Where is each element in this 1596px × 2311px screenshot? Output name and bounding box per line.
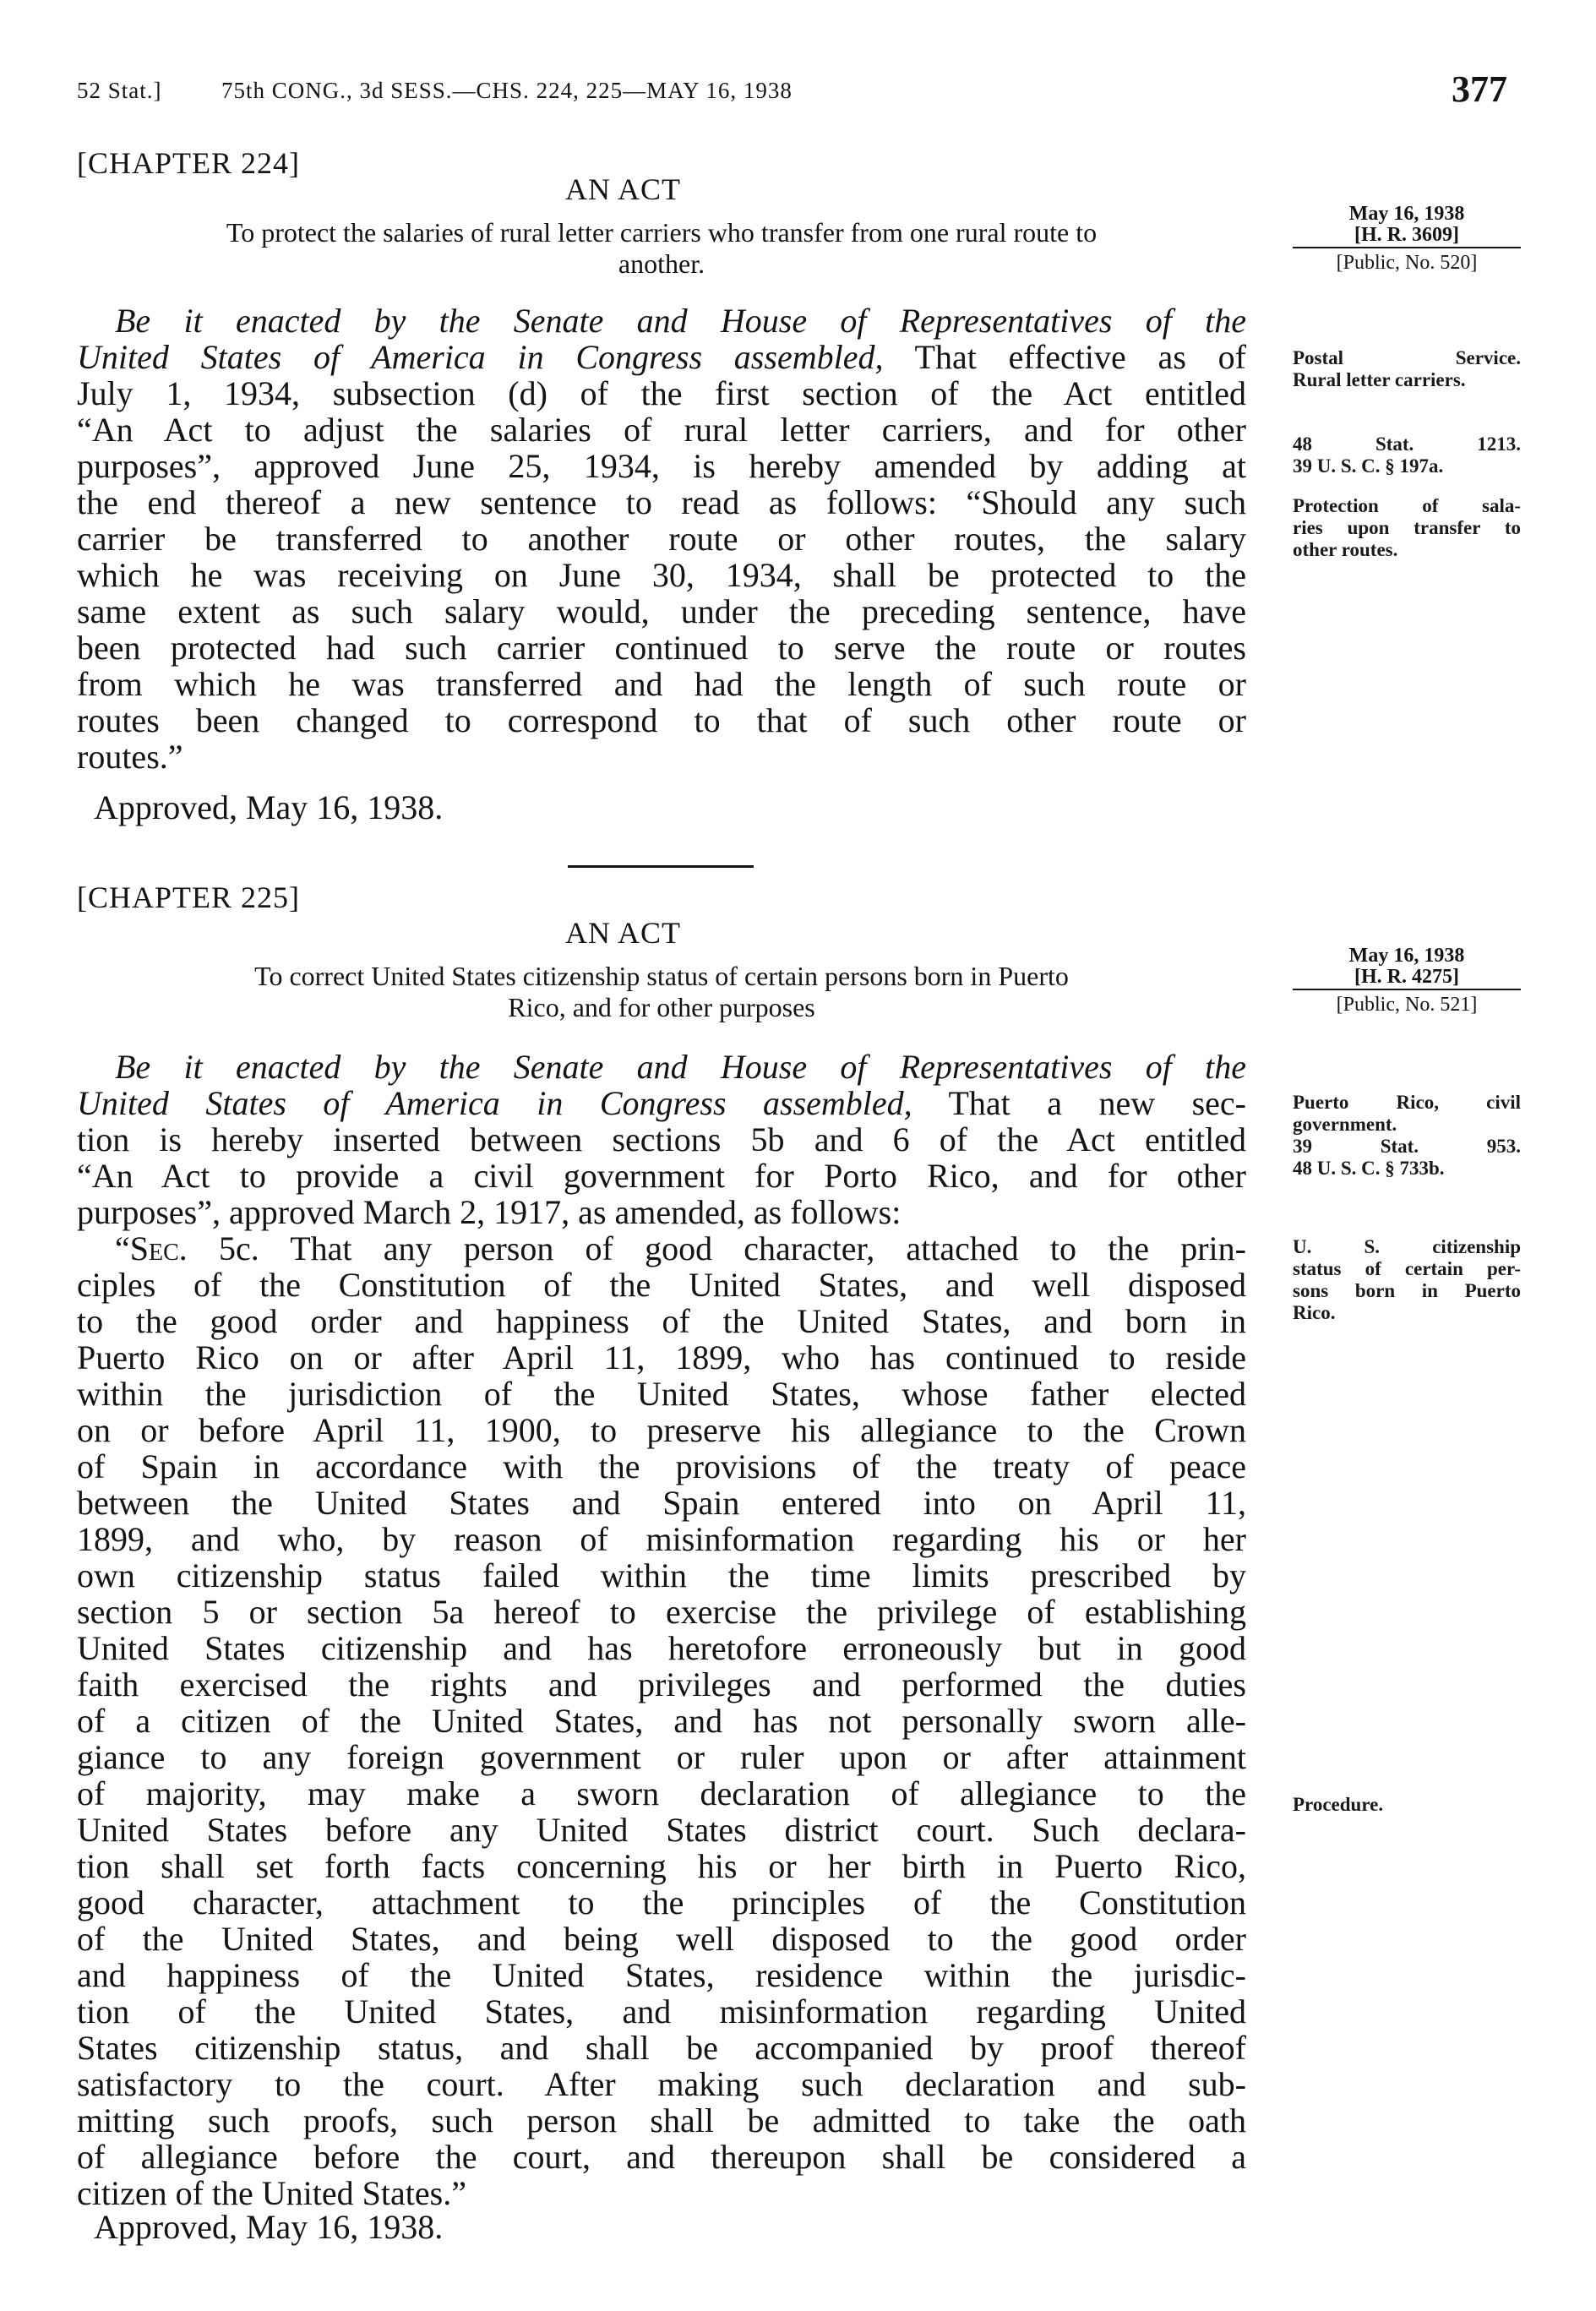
body-line xyxy=(77,1557,1246,1594)
margin-date: May 16, 1938 xyxy=(1348,945,1465,967)
body-line xyxy=(77,739,1246,775)
margin-public-law: [Public, No. 520] xyxy=(1336,252,1478,274)
body-text: carrier be transferred to another route or other routes, the salary xyxy=(77,520,1246,558)
body-line xyxy=(77,2175,1246,2211)
body-text: been protected had such carrier continued to serve the route or routes xyxy=(77,629,1246,667)
body-line xyxy=(77,339,1246,375)
body-line xyxy=(77,1194,1246,1230)
margin-note-line: government. xyxy=(1293,1114,1397,1135)
body-line xyxy=(77,2102,1246,2139)
body-line xyxy=(77,2066,1246,2102)
enacting-clause: Be it enacted by the Senate and House of Representatives of the xyxy=(115,302,1246,340)
margin-note-line: 48 U. S. C. § 733b. xyxy=(1293,1158,1445,1179)
act-body xyxy=(77,1049,1246,2211)
body-text: United States citizenship and has heretofore erroneously but in good xyxy=(77,1629,1246,1667)
body-line xyxy=(77,1267,1246,1303)
body-text: from which he was transferred and had the length of such route or xyxy=(77,665,1246,703)
body-line xyxy=(77,448,1246,484)
body-line xyxy=(77,1230,1246,1267)
body-line xyxy=(77,375,1246,412)
margin-bill-number: [H. R. 3609] xyxy=(1354,224,1459,246)
body-text: 1899, and who, by reason of misinformation regarding his or her xyxy=(77,1520,1246,1558)
body-line xyxy=(77,1521,1246,1557)
body-line xyxy=(77,1739,1246,1775)
margin-note-line: 39 Stat. 953. xyxy=(1293,1136,1521,1157)
body-line xyxy=(77,2030,1246,2066)
body-text: purposes”, approved March 2, 1917, as amended, as follows: xyxy=(77,1193,901,1231)
body-text: of majority, may make a sworn declaration of allegiance to the xyxy=(77,1774,1246,1812)
margin-note xyxy=(1293,347,1521,391)
body-text: of allegiance before the court, and thereupon shall be considered a xyxy=(77,2138,1246,2176)
margin-rule xyxy=(1293,247,1521,248)
body-line xyxy=(77,1049,1246,1085)
body-line xyxy=(77,1158,1246,1194)
body-line xyxy=(77,1376,1246,1412)
act-title xyxy=(77,217,1246,280)
body-line xyxy=(77,1848,1246,1884)
margin-note xyxy=(1293,495,1521,561)
margin-note xyxy=(1293,1092,1521,1180)
body-text: routes been changed to correspond to that of such other route or xyxy=(77,701,1246,739)
body-text: That effective as of xyxy=(883,338,1246,376)
body-text: of a citizen of the United States, and has not personally sworn alle- xyxy=(77,1702,1246,1740)
enacting-clause: United States of America in Congress assembled, xyxy=(77,338,884,376)
section-label: “Sec. xyxy=(115,1229,188,1267)
body-line xyxy=(77,1085,1246,1121)
act-title-line: another. xyxy=(618,248,705,279)
body-line xyxy=(77,303,1246,339)
body-line xyxy=(77,1448,1246,1485)
enacting-clause: Be it enacted by the Senate and House of Representatives of the xyxy=(115,1048,1246,1086)
margin-note-line: U. S. citizenship xyxy=(1293,1236,1521,1257)
body-line xyxy=(77,1703,1246,1739)
body-text: satisfactory to the court. After making such declaration and sub- xyxy=(77,2065,1246,2103)
body-text: giance to any foreign government or ruler upon or after attainment xyxy=(77,1738,1246,1776)
body-line xyxy=(77,1921,1246,1957)
body-line xyxy=(77,1630,1246,1666)
chapter-label: [CHAPTER 225] xyxy=(77,880,300,914)
body-text: of the United States, and being well disposed to the good order xyxy=(77,1920,1246,1958)
chapter-separator-rule xyxy=(568,865,754,868)
margin-note-line: ries upon transfer to xyxy=(1293,517,1521,538)
body-text: “An Act to adjust the salaries of rural letter carriers, and for other xyxy=(77,411,1246,449)
body-text: United States before any United States district court. Such declara- xyxy=(77,1811,1246,1849)
body-text: good character, attachment to the principles of the Constitution xyxy=(77,1883,1246,1921)
margin-note-line: Rural letter carriers. xyxy=(1293,369,1466,390)
running-head-volume: 52 Stat.] xyxy=(77,78,162,103)
body-text: purposes”, approved June 25, 1934, is hereby amended by adding at xyxy=(77,447,1246,485)
body-line xyxy=(77,484,1246,521)
margin-bill-number: [H. R. 4275] xyxy=(1354,966,1459,988)
body-line xyxy=(77,412,1246,448)
act-title-line: Rico, and for other purposes xyxy=(508,992,815,1022)
margin-note xyxy=(1293,433,1521,477)
body-text: and happiness of the United States, residence within the jurisdic- xyxy=(77,1956,1246,1994)
body-text: faith exercised the rights and privileges and performed the duties xyxy=(77,1665,1246,1703)
body-line xyxy=(77,1957,1246,1993)
chapter-label: [CHAPTER 224] xyxy=(77,146,300,180)
body-text: which he was receiving on June 30, 1934, shall be protected to the xyxy=(77,556,1246,594)
body-line xyxy=(77,702,1246,739)
body-text: mitting such proofs, such person shall be admitted to take the oath xyxy=(77,2101,1246,2139)
body-text: on or before April 11, 1900, to preserve his allegiance to the Crown xyxy=(77,1411,1246,1449)
body-text: ciples of the Constitution of the United States, and well disposed xyxy=(77,1266,1246,1304)
body-line xyxy=(77,1594,1246,1630)
margin-note-line: Protection of sala- xyxy=(1293,495,1521,516)
margin-public-law: [Public, No. 521] xyxy=(1336,994,1478,1016)
body-text: routes.” xyxy=(77,738,183,776)
body-text: Puerto Rico on or after April 11, 1899, who has continued to reside xyxy=(77,1338,1246,1376)
body-line xyxy=(77,2139,1246,2175)
body-line xyxy=(77,521,1246,557)
body-line xyxy=(77,1666,1246,1703)
body-text: the end thereof a new sentence to read as follows: “Should any such xyxy=(77,483,1246,521)
body-line xyxy=(77,630,1246,666)
margin-note-line: 48 Stat. 1213. xyxy=(1293,433,1521,455)
act-title-line: To correct United States citizenship status of certain persons born in Puerto xyxy=(254,961,1069,991)
body-text: same extent as such salary would, under the preceding sentence, have xyxy=(77,592,1246,630)
body-text: July 1, 1934, subsection (d) of the first section of the Act entitled xyxy=(77,374,1246,412)
body-line xyxy=(77,1775,1246,1812)
body-text: tion is hereby inserted between sections 5b and 6 of the Act entitled xyxy=(77,1120,1246,1158)
running-head-session: 75th CONG., 3d SESS.—CHS. 224, 225—MAY 16, 1938 xyxy=(221,78,793,103)
margin-note-line: Puerto Rico, civil xyxy=(1293,1092,1521,1113)
body-text: section 5 or section 5a hereof to exercise the privilege of establishing xyxy=(77,1593,1246,1631)
body-text: tion shall set forth facts concerning his or her birth in Puerto Rico, xyxy=(77,1847,1246,1885)
act-body xyxy=(77,303,1246,775)
page-number: 377 xyxy=(1452,68,1507,110)
body-line xyxy=(77,1339,1246,1376)
margin-date: May 16, 1938 xyxy=(1348,203,1465,225)
body-line xyxy=(77,1303,1246,1339)
enacting-clause: United States of America in Congress assembled, xyxy=(77,1084,912,1122)
body-text: between the United States and Spain entered into on April 11, xyxy=(77,1484,1246,1522)
body-text: 5c. That any person of good character, attached to the prin- xyxy=(187,1229,1246,1267)
body-text: own citizenship status failed within the time limits prescribed by xyxy=(77,1556,1246,1594)
margin-rule xyxy=(1293,989,1521,990)
body-line xyxy=(77,1884,1246,1921)
margin-note-line: sons born in Puerto xyxy=(1293,1280,1521,1301)
body-text: to the good order and happiness of the United States, and born in xyxy=(77,1302,1246,1340)
margin-note-line: Rico. xyxy=(1293,1302,1336,1323)
body-text: within the jurisdiction of the United States, whose father elected xyxy=(77,1375,1246,1413)
body-line xyxy=(77,557,1246,593)
body-line xyxy=(77,1812,1246,1848)
body-text: “An Act to provide a civil government for Porto Rico, and for other xyxy=(77,1157,1246,1195)
body-text: citizen of the United States.” xyxy=(77,2174,466,2212)
margin-note xyxy=(1293,1236,1521,1324)
margin-note-line: Procedure. xyxy=(1293,1794,1384,1815)
margin-note-line: Postal Service. xyxy=(1293,347,1521,368)
body-line xyxy=(77,1993,1246,2030)
body-text: tion of the United States, and misinformation regarding United xyxy=(77,1992,1246,2030)
margin-note-line: other routes. xyxy=(1293,539,1398,560)
body-line xyxy=(77,593,1246,630)
margin-note-line: status of certain per- xyxy=(1293,1258,1521,1279)
body-line xyxy=(77,1121,1246,1158)
body-line xyxy=(77,1412,1246,1448)
act-title xyxy=(77,961,1246,1023)
act-title-line: To protect the salaries of rural letter carriers who transfer from one rural route to xyxy=(226,217,1098,248)
margin-note xyxy=(1293,1794,1521,1816)
margin-note-line: 39 U. S. C. § 197a. xyxy=(1293,455,1444,477)
body-text: That a new sec- xyxy=(912,1084,1247,1122)
body-line xyxy=(77,666,1246,702)
act-heading: AN ACT xyxy=(564,172,681,206)
body-text: of Spain in accordance with the provisions of the treaty of peace xyxy=(77,1447,1246,1485)
approval-line: Approved, May 16, 1938. xyxy=(94,2208,444,2246)
body-text: States citizenship status, and shall be accompanied by proof thereof xyxy=(77,2029,1246,2067)
body-line xyxy=(77,1485,1246,1521)
act-heading: AN ACT xyxy=(564,916,681,950)
approval-line: Approved, May 16, 1938. xyxy=(94,788,444,826)
